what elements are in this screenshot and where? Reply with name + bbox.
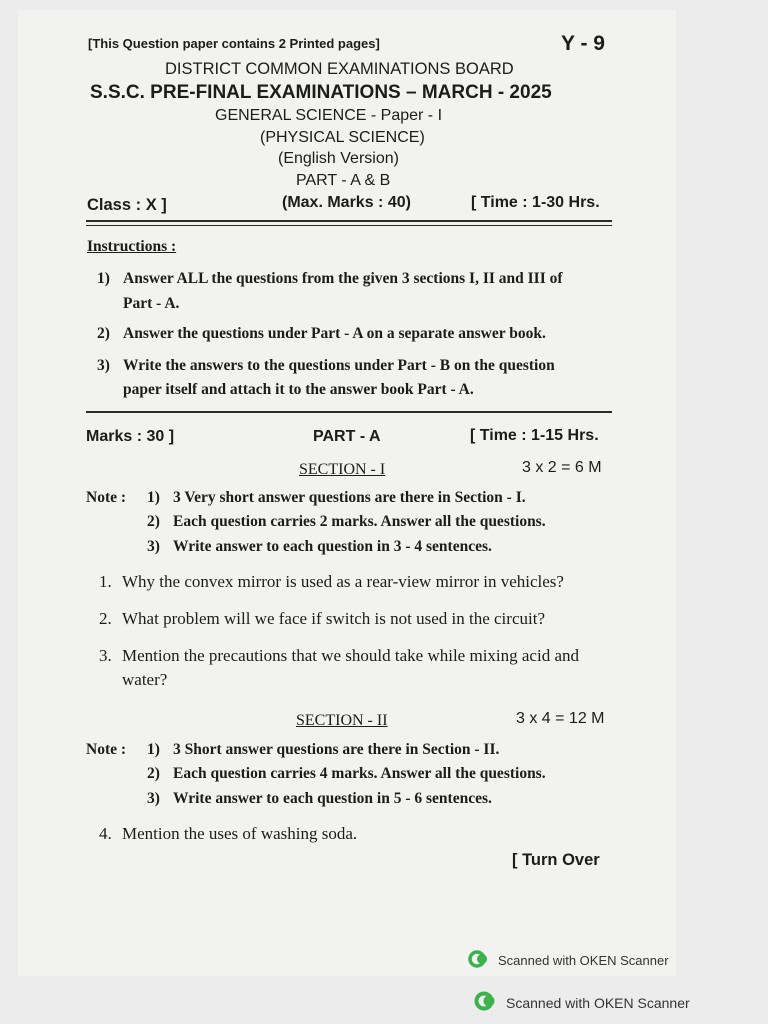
exam-title: S.S.C. PRE-FINAL EXAMINATIONS – MARCH - 2025 xyxy=(90,82,552,103)
max-marks: (Max. Marks : 40) xyxy=(282,194,411,211)
instruction-number: 3) xyxy=(97,357,110,374)
note-number: 1) xyxy=(147,489,160,506)
subject-title: GENERAL SCIENCE - Paper - I xyxy=(215,107,443,124)
question-text: Mention the precautions that we should take while mixing acid and xyxy=(122,646,579,665)
question-text-continued: water? xyxy=(122,670,168,689)
part-a-title: PART - A xyxy=(313,428,381,445)
note-number: 2) xyxy=(147,765,160,782)
note-label: Note : xyxy=(86,741,127,758)
question-text: What problem will we face if switch is not used in the circuit? xyxy=(122,609,545,628)
section-1-marks: 3 x 2 = 6 M xyxy=(522,459,602,476)
note-text: Write answer to each question in 5 - 6 sentences. xyxy=(173,790,492,807)
sub-subject: (PHYSICAL SCIENCE) xyxy=(260,129,425,146)
exam-time: [ Time : 1-30 Hrs. xyxy=(471,194,600,211)
instruction-text: Write the answers to the questions under Part - B on the question xyxy=(123,357,555,374)
header-divider-bottom xyxy=(86,225,612,226)
question-text: Mention the uses of washing soda. xyxy=(122,824,358,843)
paper-code: Y - 9 xyxy=(561,32,605,55)
section-1-title: SECTION - I xyxy=(299,461,386,478)
instruction-text: Answer ALL the questions from the given 3 sections I, II and III of xyxy=(123,270,563,287)
scanner-text: Scanned with OKEN Scanner xyxy=(498,953,669,968)
instruction-number: 1) xyxy=(97,270,110,287)
instruction-text-continued: paper itself and attach it to the answer book Part - A. xyxy=(123,381,474,398)
question-text: Why the convex mirror is used as a rear-view mirror in vehicles? xyxy=(122,572,564,591)
turn-over-label: [ Turn Over xyxy=(512,851,600,869)
version: (English Version) xyxy=(278,150,399,167)
question-number: 1. xyxy=(99,572,112,591)
section-2-title: SECTION - II xyxy=(296,712,388,729)
section-2-marks: 3 x 4 = 12 M xyxy=(516,710,605,727)
part-a-time: [ Time : 1-15 Hrs. xyxy=(470,427,599,444)
part-a-marks: Marks : 30 ] xyxy=(86,428,175,445)
note-number: 3) xyxy=(147,790,160,807)
printed-pages-note: [This Question paper contains 2 Printed pages] xyxy=(88,36,380,51)
question-number: 3. xyxy=(99,646,112,665)
question-number: 4. xyxy=(99,824,112,843)
note-text: 3 Very short answer questions are there in Section - I. xyxy=(173,489,526,506)
question-number: 2. xyxy=(99,609,112,628)
instructions-heading: Instructions : xyxy=(87,238,177,255)
note-number: 2) xyxy=(147,513,160,530)
parts-label: PART - A & B xyxy=(296,172,391,189)
class-label: Class : X ] xyxy=(87,196,167,214)
oken-scanner-logo-icon xyxy=(474,990,498,1015)
instruction-text: Answer the questions under Part - A on a separate answer book. xyxy=(123,325,546,342)
oken-scanner-logo-icon xyxy=(468,949,490,972)
scanner-text: Scanned with OKEN Scanner xyxy=(506,994,690,1011)
note-number: 3) xyxy=(147,538,160,555)
note-text: Write answer to each question in 3 - 4 sentences. xyxy=(173,538,492,555)
scanner-watermark-2 xyxy=(474,990,690,1015)
note-number: 1) xyxy=(147,741,160,758)
scanner-watermark-1 xyxy=(468,949,669,972)
header-divider-top xyxy=(86,220,612,222)
instruction-text-continued: Part - A. xyxy=(123,295,180,312)
instructions-divider xyxy=(86,411,612,413)
note-text: Each question carries 4 marks. Answer all the questions. xyxy=(173,765,546,782)
note-text: Each question carries 2 marks. Answer all the questions. xyxy=(173,513,546,530)
instruction-number: 2) xyxy=(97,325,110,342)
note-label: Note : xyxy=(86,489,127,506)
note-text: 3 Short answer questions are there in Section - II. xyxy=(173,741,500,758)
board-name: DISTRICT COMMON EXAMINATIONS BOARD xyxy=(165,60,514,78)
